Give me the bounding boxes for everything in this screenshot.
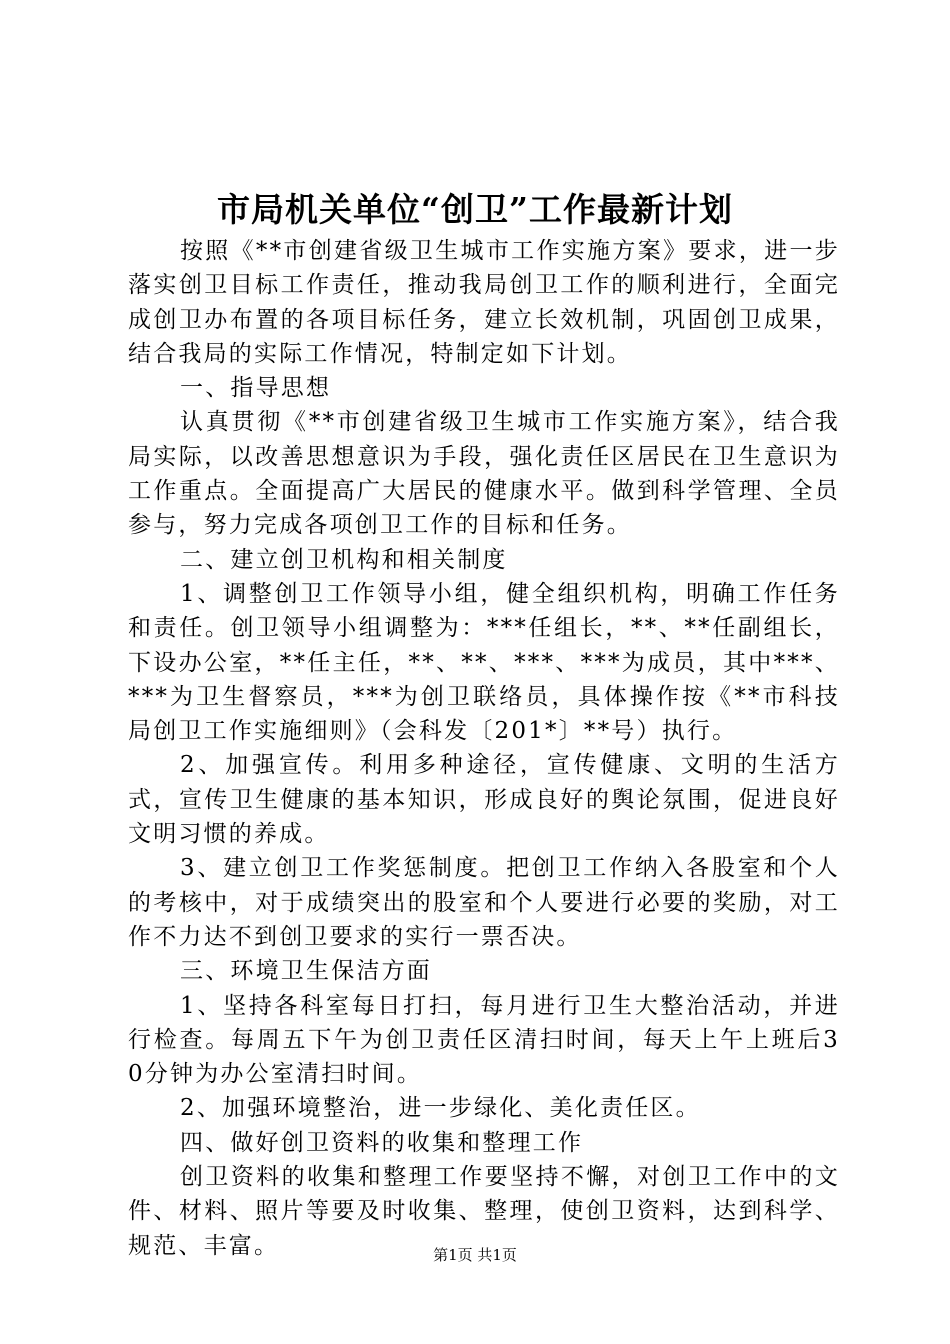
section-heading-organization: 二、建立创卫机构和相关制度 <box>180 546 508 573</box>
section-heading-environment: 三、环境卫生保洁方面 <box>180 958 432 985</box>
organization-item-3: 3、建立创卫工作奖惩制度。把创卫工作纳入各股室和个人的考核中，对于成绩突出的股室和个人要进行必要的奖励，对工作不力达不到创卫要求的实行一票否决。 <box>128 855 840 950</box>
materials-paragraph: 创卫资料的收集和整理工作要坚持不懈，对创卫工作中的文件、材料、照片等要及时收集、整理，使创卫资料，达到科学、规范、丰富。 <box>128 1164 840 1259</box>
organization-item-2: 2、加强宣传。利用多种途径，宣传健康、文明的生活方式，宣传卫生健康的基本知识，形成良好的舆论氛围，促进良好文明习惯的养成。 <box>128 752 840 848</box>
document-body <box>128 234 840 1263</box>
section-heading-guiding-thought: 一、指导思想 <box>180 375 332 402</box>
document-title: 市局机关单位“创卫”工作最新计划 <box>217 190 733 229</box>
page-number-footer: 第1页 共1页 <box>433 1246 517 1264</box>
environment-item-1: 1、坚持各科室每日打扫，每月进行卫生大整治活动，并进行检查。每周五下午为创卫责任区清扫时间，每天上午上班后30分钟为办公室清扫时间。 <box>128 992 840 1088</box>
section-heading-materials: 四、做好创卫资料的收集和整理工作 <box>180 1129 584 1156</box>
intro-paragraph: 按照《**市创建省级卫生城市工作实施方案》要求，进一步落实创卫目标工作责任，推动我局创卫工作的顺利进行，全面完成创卫办布置的各项目标任务，建立长效机制，巩固创卫成果，结合我局的实际工作情况，特制定如下计划。 <box>128 238 840 367</box>
organization-item-1: 1、调整创卫工作领导小组，健全组织机构，明确工作任务和责任。创卫领导小组调整为：***任组长，**、**任副组长，下设办公室，**任主任，**、**、***、***为成员，其中***、***为卫生督察员，***为创卫联络员，具体操作按《**市科技局创卫工作实施细则》（会科发〔201*〕**号）执行。 <box>128 580 840 745</box>
guiding-thought-paragraph: 认真贯彻《**市创建省级卫生城市工作实施方案》，结合我局实际，以改善思想意识为手段，强化责任区居民在卫生意识为工作重点。全面提高广大居民的健康水平。做到科学管理、全员参与，努力完成各项创卫工作的目标和任务。 <box>128 409 840 539</box>
environment-item-2: 2、加强环境整治，进一步绿化、美化责任区。 <box>180 1095 701 1122</box>
